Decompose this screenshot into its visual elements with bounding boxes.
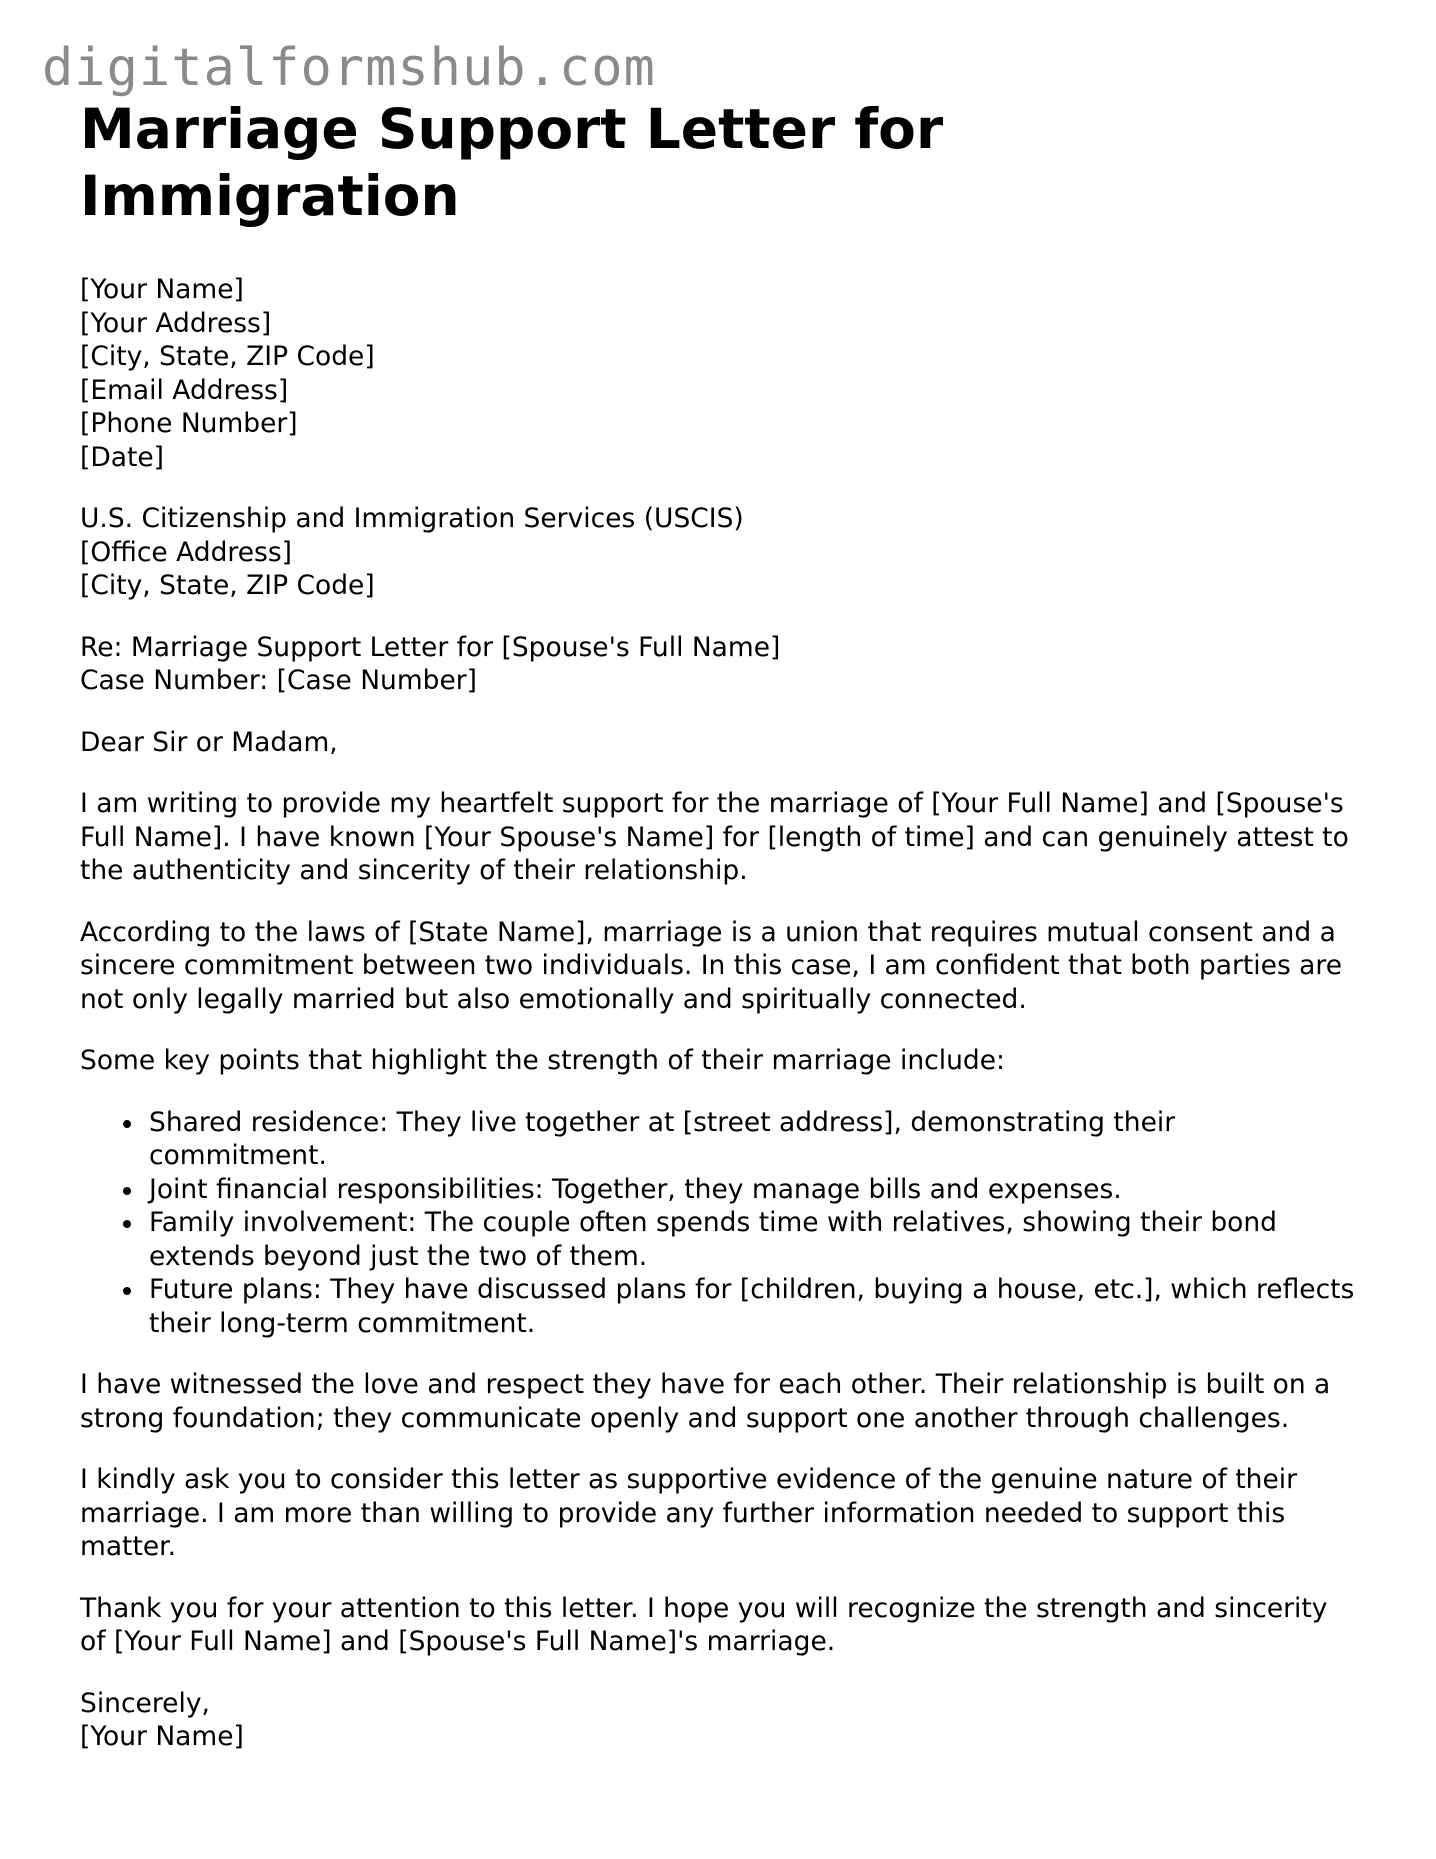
sender-address-block	[80, 273, 1360, 474]
paragraph-witness: I have witnessed the love and respect they have for each other. Their relationship is built on a strong foundation; they communicate openly and support one another through challenges.	[80, 1369, 1331, 1434]
paragraph-legal-context: According to the laws of [State Name], marriage is a union that requires mutual consent and a sincere commitment between two individuals. In this case, I am confident that both parties are not only legally married but also emotionally and spiritually connected.	[80, 916, 1343, 1015]
paragraph-request: I kindly ask you to consider this letter as supportive evidence of the genuine nature of their marriage. I am more than willing to provide any further information needed to support this matter.	[80, 1464, 1298, 1562]
recipient-address-block	[80, 502, 1360, 603]
list-item-text: Future plans: They have discussed plans for [children, buying a house, etc.], which reflects their long-term commitment.	[149, 1274, 1355, 1339]
list-item	[149, 1273, 1360, 1340]
sender-city-state-zip: [City, State, ZIP Code]	[80, 341, 375, 372]
case-number-line: Case Number: [Case Number]	[80, 665, 478, 696]
bullet-icon	[123, 1220, 131, 1228]
site-watermark: digitalformshub.com	[42, 38, 656, 98]
page-title: Marriage Support Letter for Immigration	[80, 97, 944, 228]
list-item-text: Joint financial responsibilities: Together, they manage bills and expenses.	[149, 1173, 1122, 1205]
sender-phone: [Phone Number]	[80, 408, 298, 439]
recipient-office-address: [Office Address]	[80, 536, 292, 568]
bullet-icon	[123, 1120, 131, 1128]
sender-email: [Email Address]	[80, 374, 289, 406]
recipient-city-state-zip: [City, State, ZIP Code]	[80, 570, 375, 601]
list-item	[149, 1106, 1360, 1173]
sender-address: [Your Address]	[80, 307, 272, 339]
paragraph-key-points-intro: Some key points that highlight the strength of their marriage include:	[80, 1045, 1005, 1076]
letter-document	[80, 96, 1360, 1754]
paragraph-thanks: Thank you for your attention to this letter. I hope you will recognize the strength and sincerity of [Your Full Name] and [Spouse's Full Name]'s marriage.	[80, 1592, 1328, 1657]
bullet-icon	[123, 1187, 131, 1195]
signature-name: [Your Name]	[80, 1721, 244, 1752]
key-points-list	[80, 1106, 1360, 1341]
signoff: Sincerely,	[80, 1687, 210, 1719]
salutation: Dear Sir or Madam,	[80, 726, 338, 758]
list-item-text: Family involvement: The couple often spends time with relatives, showing their bond extends beyond just the two of them.	[149, 1207, 1277, 1272]
bullet-icon	[123, 1287, 131, 1295]
paragraph-introduction: I am writing to provide my heartfelt support for the marriage of [Your Full Name] and [Spouse's Full Name]. I have known [Your Spouse's Name] for [length of time] and can genuinely attest to the authenticity and sincerity of their relationship.	[80, 788, 1349, 886]
reference-block	[80, 631, 1360, 698]
sender-name: [Your Name]	[80, 274, 244, 305]
subject-line: Re: Marriage Support Letter for [Spouse's Full Name]	[80, 631, 781, 663]
list-item	[149, 1173, 1360, 1207]
recipient-agency: U.S. Citizenship and Immigration Services (USCIS)	[80, 503, 744, 534]
letter-date: [Date]	[80, 441, 165, 473]
list-item-text: Shared residence: They live together at [street address], demonstrating their commitment.	[149, 1106, 1176, 1171]
signature-block	[80, 1687, 1360, 1754]
list-item	[149, 1206, 1360, 1273]
